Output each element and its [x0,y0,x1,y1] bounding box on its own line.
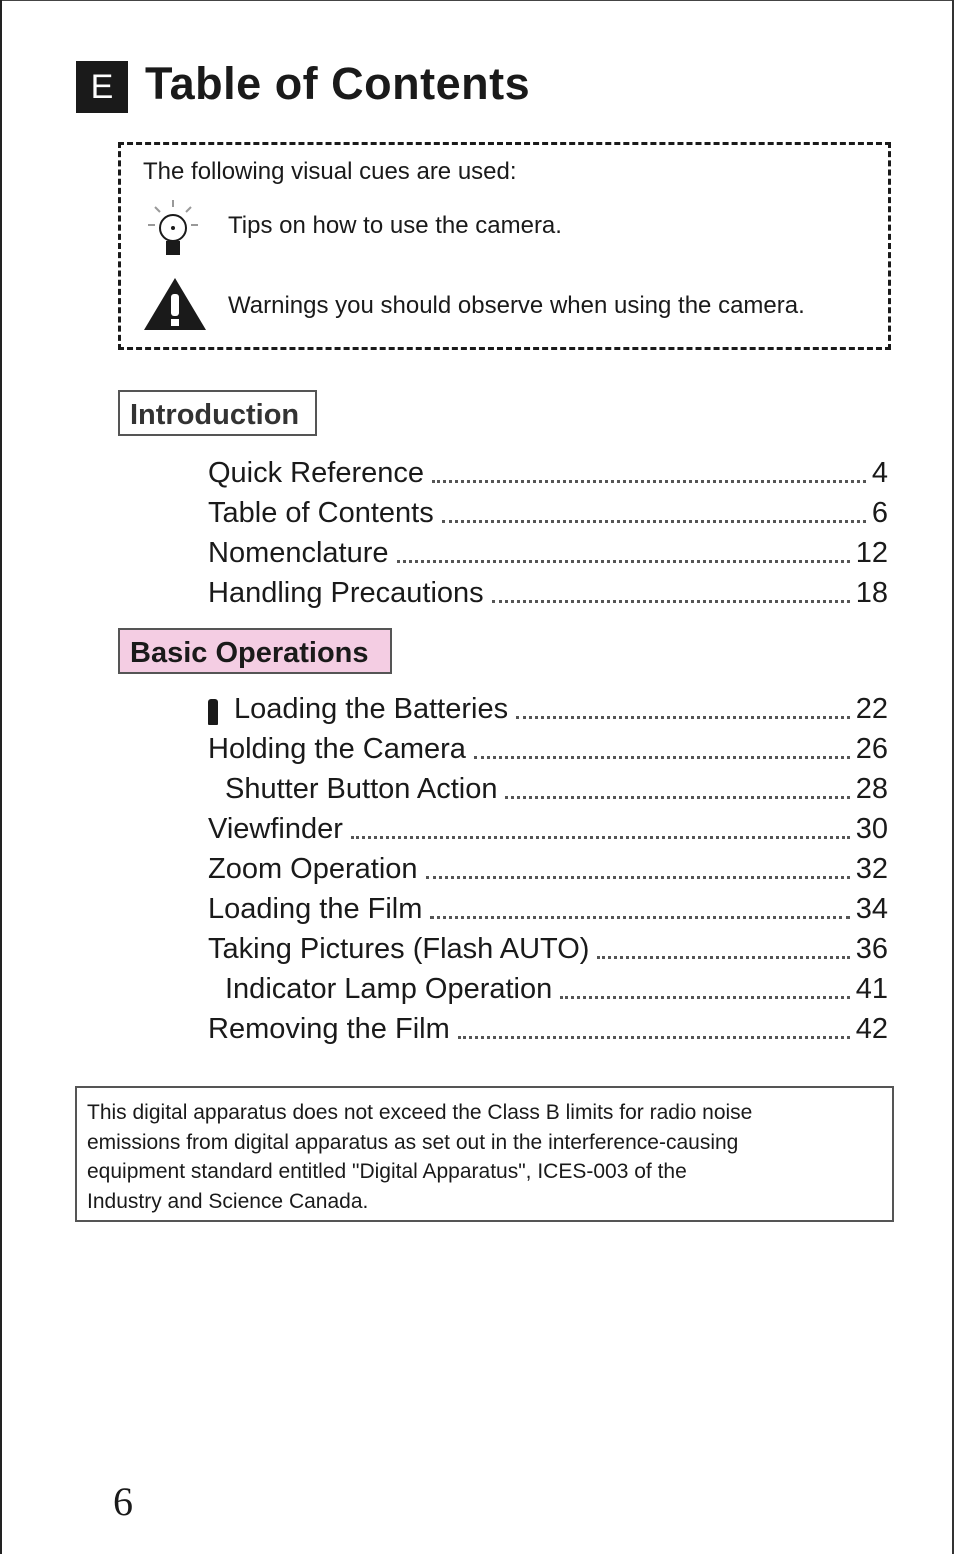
toc-item-label: Nomenclature [208,537,389,569]
notice-line: This digital apparatus does not exceed the Class B limits for radio noise [87,1101,753,1124]
toc-item-page: 42 [855,1013,888,1045]
toc-item-shutter-button-action[interactable] [208,766,888,806]
cues-intro-text: The following visual cues are used: [143,158,517,185]
toc-item-label: Loading the Batteries [234,693,509,725]
toc-item-label: Loading the Film [208,893,423,925]
visual-cues-box [118,142,891,350]
toc-item-quick-reference[interactable] [208,450,888,490]
cue-tip-text: Tips on how to use the camera. [228,212,562,239]
toc-leader-dots [432,480,866,483]
notice-line: emissions from digital apparatus as set out in the interference-causing [87,1130,739,1154]
toc-item-page: 18 [855,577,888,609]
cue-warning-text: Warnings you should observe when using the camera. [228,292,805,319]
lightbulb-icon [138,198,208,262]
toc-item-label: Handling Precautions [208,577,484,609]
toc-item-table-of-contents[interactable] [208,490,888,530]
toc-item-taking-pictures[interactable] [208,926,888,966]
page-number: 6 [113,1479,133,1524]
page-left-edge [0,0,2,1554]
toc-item-loading-batteries[interactable] [208,686,888,726]
toc-item-page: 12 [855,537,888,569]
toc-item-zoom-operation[interactable] [208,846,888,886]
toc-introduction-list [208,450,888,610]
cue-warning-row [118,276,891,336]
page-top-edge [0,0,954,1]
toc-leader-dots [492,600,850,603]
toc-leader-dots [474,756,850,759]
page-title: Table of Contents [145,58,531,109]
toc-item-label: Table of Contents [208,497,434,529]
toc-item-nomenclature[interactable] [208,530,888,570]
toc-leader-dots [351,836,850,839]
toc-item-viewfinder[interactable] [208,806,888,846]
toc-leader-dots [505,796,849,799]
toc-leader-dots [560,996,849,999]
toc-item-page: 22 [855,693,888,725]
toc-item-page: 4 [871,457,888,489]
toc-leader-dots [430,916,849,919]
notice-line: equipment standard entitled "Digital Apparatus", ICES-003 of the [87,1160,687,1183]
toc-item-indicator-lamp-operation[interactable] [208,966,888,1006]
toc-item-holding-camera[interactable] [208,726,888,766]
toc-item-label: Shutter Button Action [225,773,498,805]
toc-item-loading-film[interactable] [208,886,888,926]
toc-item-label: Viewfinder [208,813,343,845]
toc-item-page: 32 [855,853,888,885]
warning-triangle-icon [142,274,212,338]
notice-line: Industry and Science Canada. [87,1189,369,1213]
canada-compliance-notice [75,1086,894,1222]
battery-icon [208,699,218,725]
section-basic-operations-header: Basic Operations [118,628,392,674]
toc-item-label: Taking Pictures (Flash AUTO) [208,933,590,965]
toc-leader-dots [597,956,849,959]
toc-leader-dots [442,520,866,523]
toc-item-handling-precautions[interactable] [208,570,888,610]
toc-leader-dots [426,876,850,879]
toc-item-page: 6 [871,497,888,529]
toc-leader-dots [516,716,850,719]
toc-item-page: 28 [855,773,888,805]
toc-item-label: Indicator Lamp Operation [225,973,553,1005]
section-introduction-header: Introduction [118,390,317,436]
toc-item-label: Holding the Camera [208,733,466,765]
toc-item-page: 34 [855,893,888,925]
toc-item-label: Zoom Operation [208,853,418,885]
toc-item-label: Quick Reference [208,457,424,489]
cues-box-top-border [118,142,891,145]
toc-item-label: Removing the Film [208,1013,450,1045]
toc-item-removing-film[interactable] [208,1006,888,1046]
toc-item-page: 26 [855,733,888,765]
language-badge: E [76,61,128,113]
cues-box-bottom-border [118,347,891,350]
toc-item-page: 30 [855,813,888,845]
toc-leader-dots [458,1036,850,1039]
toc-basic-operations-list [208,686,888,1046]
toc-item-page: 36 [855,933,888,965]
cue-tip-row [118,198,891,258]
toc-item-page: 41 [855,973,888,1005]
toc-item-label-group [208,693,508,726]
toc-leader-dots [397,560,850,563]
